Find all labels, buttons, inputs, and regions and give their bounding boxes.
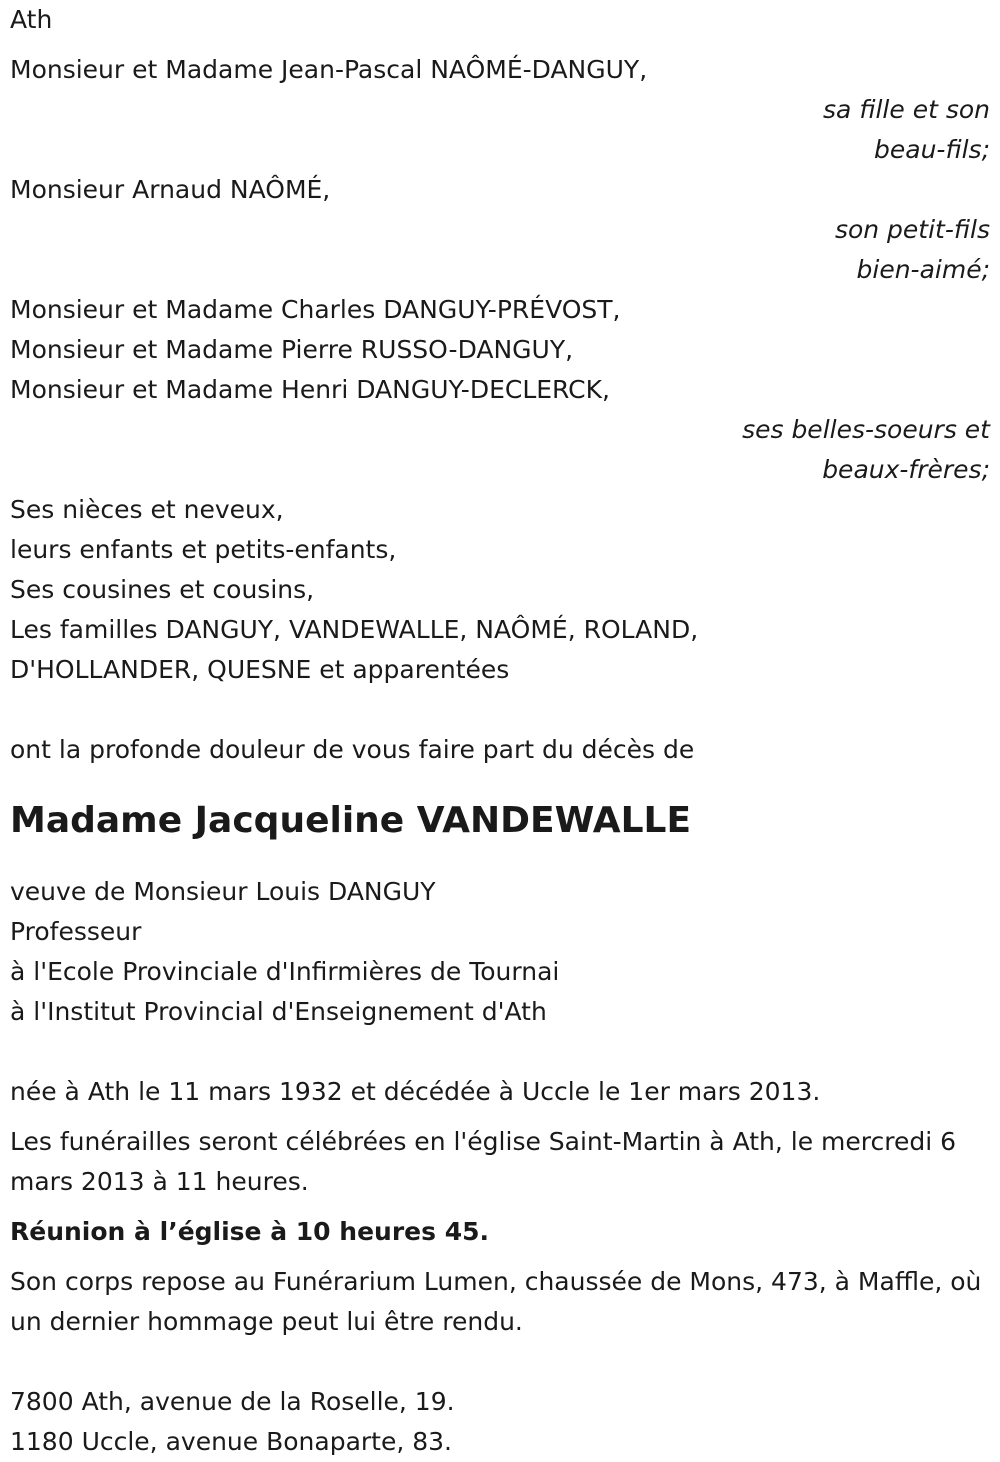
funeral-info: Les funérailles seront célébrées en l'église Saint-Martin à Ath, le mercredi 6 mars 2013 à 11 heures.: [10, 1127, 957, 1196]
family-name: Monsieur Arnaud NAÔMÉ,: [10, 175, 331, 204]
birth-death: née à Ath le 11 mars 1932 et décédée à Uccle le 1er mars 2013.: [10, 1077, 821, 1106]
deceased-detail: à l'Institut Provincial d'Enseignement d'Ath: [10, 997, 547, 1026]
family-name: Monsieur et Madame Charles DANGUY-PRÉVOST,: [10, 295, 621, 324]
family-relation: sa fille et son: [823, 95, 990, 124]
extended-family-line: Ses nièces et neveux,: [10, 495, 284, 524]
family-group-2: [10, 170, 990, 290]
location: Ath: [10, 5, 53, 34]
deceased-details: [10, 872, 990, 1032]
spacer: [10, 1112, 990, 1122]
family-name: Monsieur et Madame Pierre RUSSO-DANGUY,: [10, 335, 574, 364]
extended-family: [10, 490, 990, 690]
family-relation: beaux-frères;: [822, 455, 990, 484]
announcement: ont la profonde douleur de vous faire part du décès de: [10, 735, 695, 764]
address: 1180 Uccle, avenue Bonaparte, 83.: [10, 1427, 453, 1456]
rest-info: Son corps repose au Funérarium Lumen, chaussée de Mons, 473, à Maffle, où un dernier hommage peut lui être rendu.: [10, 1267, 982, 1336]
family-name: Monsieur et Madame Jean-Pascal NAÔMÉ-DANGUY,: [10, 55, 648, 84]
deceased-detail: Professeur: [10, 917, 142, 946]
family-relation: ses belles-soeurs et: [742, 415, 990, 444]
extended-family-line: Ses cousines et cousins,: [10, 575, 315, 604]
deceased-detail: à l'Ecole Provinciale d'Infirmières de Tournai: [10, 957, 560, 986]
family-relation: bien-aimé;: [856, 255, 990, 284]
family-relation: son petit-fils: [834, 215, 990, 244]
family-name: Monsieur et Madame Henri DANGUY-DECLERCK,: [10, 375, 610, 404]
meeting-info: Réunion à l’église à 10 heures 45.: [10, 1217, 489, 1246]
spacer: [10, 690, 990, 730]
extended-family-line: D'HOLLANDER, QUESNE et apparentées: [10, 655, 510, 684]
deceased-detail: veuve de Monsieur Louis DANGUY: [10, 877, 436, 906]
extended-family-line: leurs enfants et petits-enfants,: [10, 535, 397, 564]
spacer: [10, 1032, 990, 1072]
spacer: [10, 1202, 990, 1212]
extended-family-line: Les familles DANGUY, VANDEWALLE, NAÔMÉ, ROLAND,: [10, 615, 699, 644]
family-group-1: [10, 50, 990, 170]
spacer: [10, 40, 990, 50]
deceased-name: Madame Jacqueline VANDEWALLE: [10, 800, 692, 841]
family-relation: beau-fils;: [874, 135, 990, 164]
spacer: [10, 1252, 990, 1262]
address: 7800 Ath, avenue de la Roselle, 19.: [10, 1387, 455, 1416]
family-group-3: [10, 290, 990, 490]
spacer: [10, 1342, 990, 1382]
